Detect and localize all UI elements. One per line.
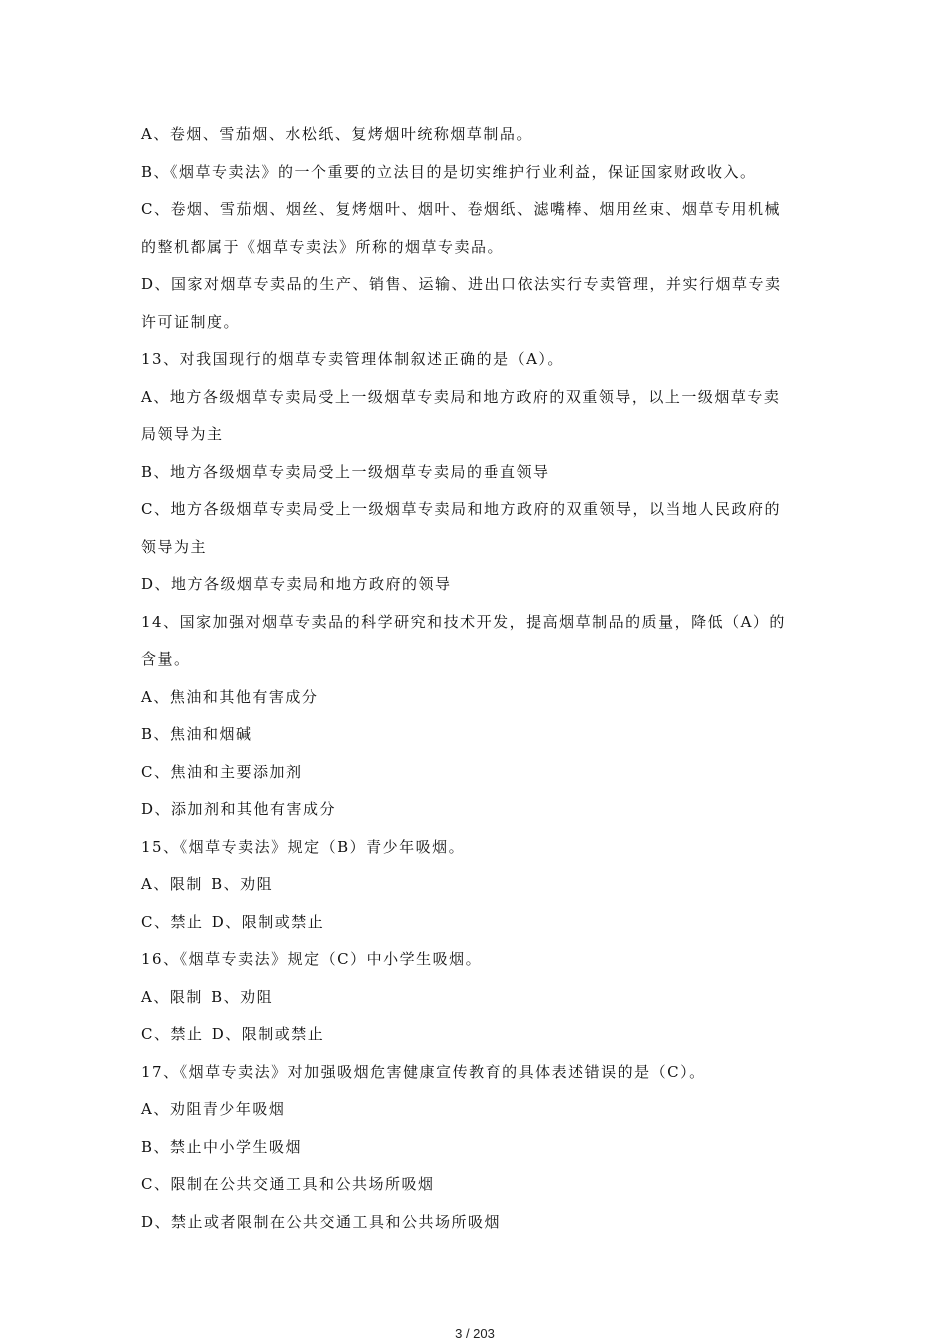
text-line: 局领导为主 [141, 425, 224, 443]
question-15: 15、《烟草专卖法》规定（B）青少年吸烟。 [141, 837, 466, 856]
text-line: C、焦油和主要添加剂 [141, 762, 303, 781]
text-line: D、国家对烟草专卖品的生产、销售、运输、进出口依法实行专卖管理，并实行烟草专卖 [141, 275, 782, 293]
question-17: 17、《烟草专卖法》对加强吸烟危害健康宣传教育的具体表述错误的是（C）。 [141, 1062, 706, 1081]
text-line: C、地方各级烟草专卖局受上一级烟草专卖局和地方政府的双重领导，以当地人民政府的 [141, 500, 781, 518]
text-line: B、地方各级烟草专卖局受上一级烟草专卖局的垂直领导 [141, 462, 550, 481]
question-16: 16、《烟草专卖法》规定（C）中小学生吸烟。 [141, 950, 483, 968]
text-line: A、限制 B、劝阻 [141, 875, 274, 893]
text-line: A、卷烟、雪茄烟、水松纸、复烤烟叶统称烟草制品。 [141, 125, 533, 143]
text-line: A、焦油和其他有害成分 [141, 687, 319, 706]
text-line: 领导为主 [141, 537, 208, 556]
text-line: C、禁止 D、限制或禁止 [141, 912, 325, 931]
question-14: 14、国家加强对烟草专卖品的科学研究和技术开发，提高烟草制品的质量，降低（A）的 [141, 612, 786, 631]
text-line: A、地方各级烟草专卖局受上一级烟草专卖局和地方政府的双重领导，以上一级烟草专卖 [141, 387, 781, 406]
text-line: D、添加剂和其他有害成分 [141, 800, 337, 818]
text-line: 含量。 [141, 650, 191, 668]
text-line: 许可证制度。 [141, 312, 241, 331]
text-line: C、禁止 D、限制或禁止 [141, 1025, 325, 1043]
document-body [141, 116, 813, 1241]
text-line: 的整机都属于《烟草专卖法》所称的烟草专卖品。 [141, 237, 505, 256]
text-line: D、地方各级烟草专卖局和地方政府的领导 [141, 575, 452, 593]
text-line: C、限制在公共交通工具和公共场所吸烟 [141, 1175, 435, 1193]
text-line: B、《烟草专卖法》的一个重要的立法目的是切实维护行业利益，保证国家财政收入。 [141, 162, 757, 181]
text-line: D、禁止或者限制在公共交通工具和公共场所吸烟 [141, 1212, 502, 1231]
question-13: 13、对我国现行的烟草专卖管理体制叙述正确的是（A）。 [141, 350, 564, 368]
page-number: 3 / 203 [455, 1326, 495, 1341]
text-line: A、劝阻青少年吸烟 [141, 1100, 286, 1118]
text-line: B、焦油和烟碱 [141, 725, 253, 743]
text-line: C、卷烟、雪茄烟、烟丝、复烤烟叶、烟叶、卷烟纸、滤嘴棒、烟用丝束、烟草专用机械 [141, 200, 781, 218]
text-line: B、禁止中小学生吸烟 [141, 1137, 303, 1156]
text-line: A、限制 B、劝阻 [141, 987, 274, 1006]
